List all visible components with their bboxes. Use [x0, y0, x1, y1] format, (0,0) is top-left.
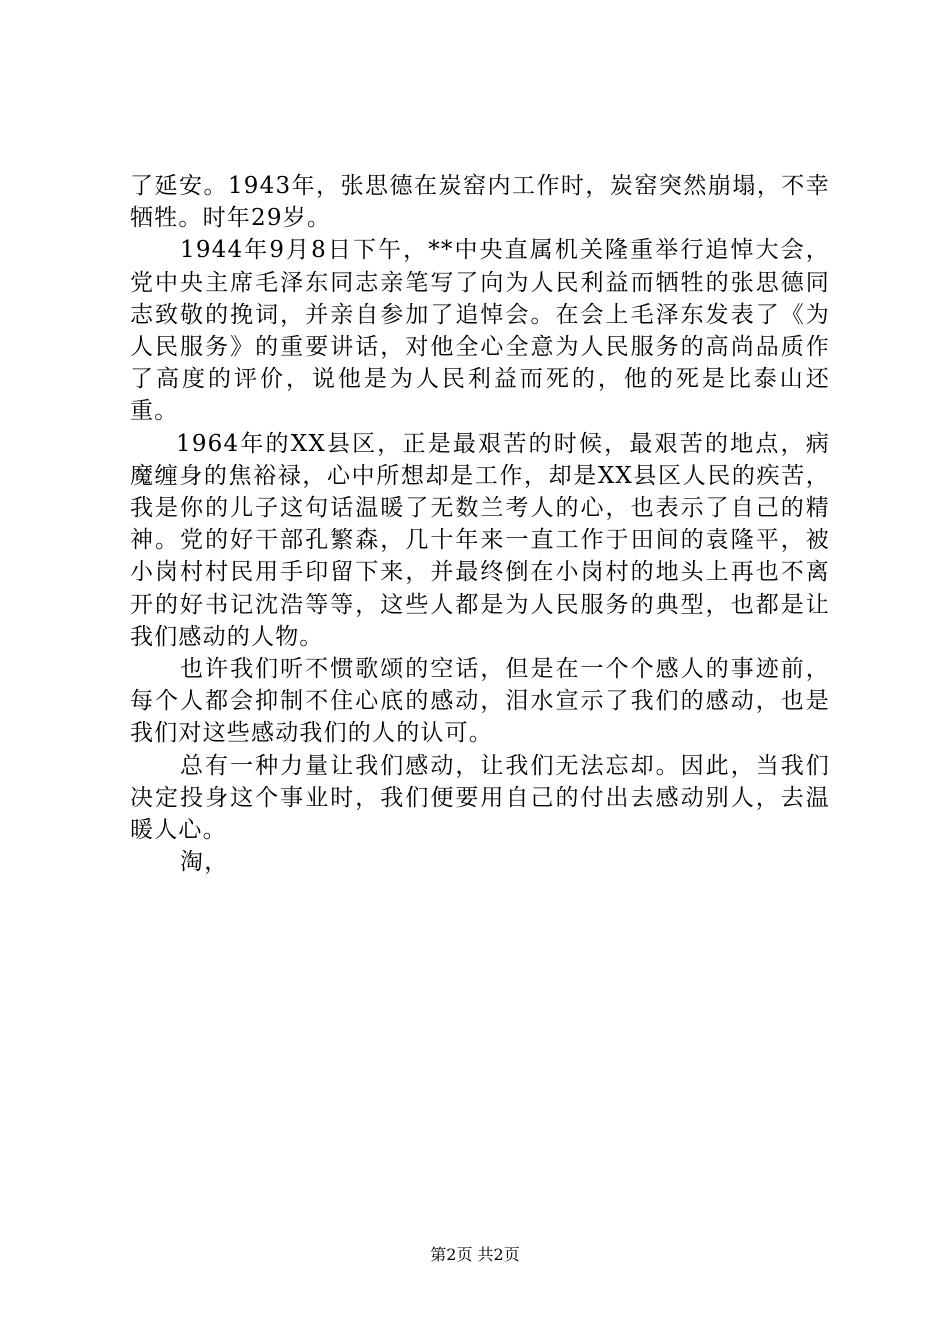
document-body [130, 170, 830, 878]
paragraph-5: 总有一种力量让我们感动，让我们无法忘却。因此，当我们决定投身这个事业时，我们便要用自己的付出去感动别人，去温暖人心。 [130, 752, 830, 844]
paragraph-2: 1944年9月8日下午，**中央直属机关隆重举行追悼大会，党中央主席毛泽东同志亲笔写了向为人民利益而牺牲的张思德同志致敬的挽词，并亲自参加了追悼会。在会上毛泽东发表了《为人民服务》的重要讲话，对他全心全意为人民服务的高尚品质作了高度的评价，说他是为人民利益而死的，他的死是比泰山还重。 [130, 237, 830, 425]
paragraph-4: 也许我们听不惯歌颂的空话，但是在一个个感人的事迹前，每个人都会抑制不住心底的感动，泪水宣示了我们的感动，也是我们对这些感动我们的人的认可。 [130, 656, 830, 747]
page-number-footer: 第2页 共2页 [430, 1245, 520, 1264]
paragraph-3: 1964年的XX县区，正是最艰苦的时候，最艰苦的地点，病魔缠身的焦裕禄，心中所想却是工作，却是XX县区人民的疾苦，我是你的儿子这句话温暖了无数兰考人的心，也表示了自己的精神。党的好干部孔繁森，几十年来一直工作于田间的袁隆平，被小岗村村民用手印留下来，并最终倒在小岗村的地头上再也不离开的好书记沈浩等等，这些人都是为人民服务的典型，也都是让我们感动的人物。 [130, 430, 830, 650]
paragraph-1: 了延安。1943年，张思德在炭窑内工作时，炭窑突然崩塌，不幸牺牲。时年29岁。 [130, 173, 830, 232]
paragraph-6: 淘， [180, 849, 229, 876]
